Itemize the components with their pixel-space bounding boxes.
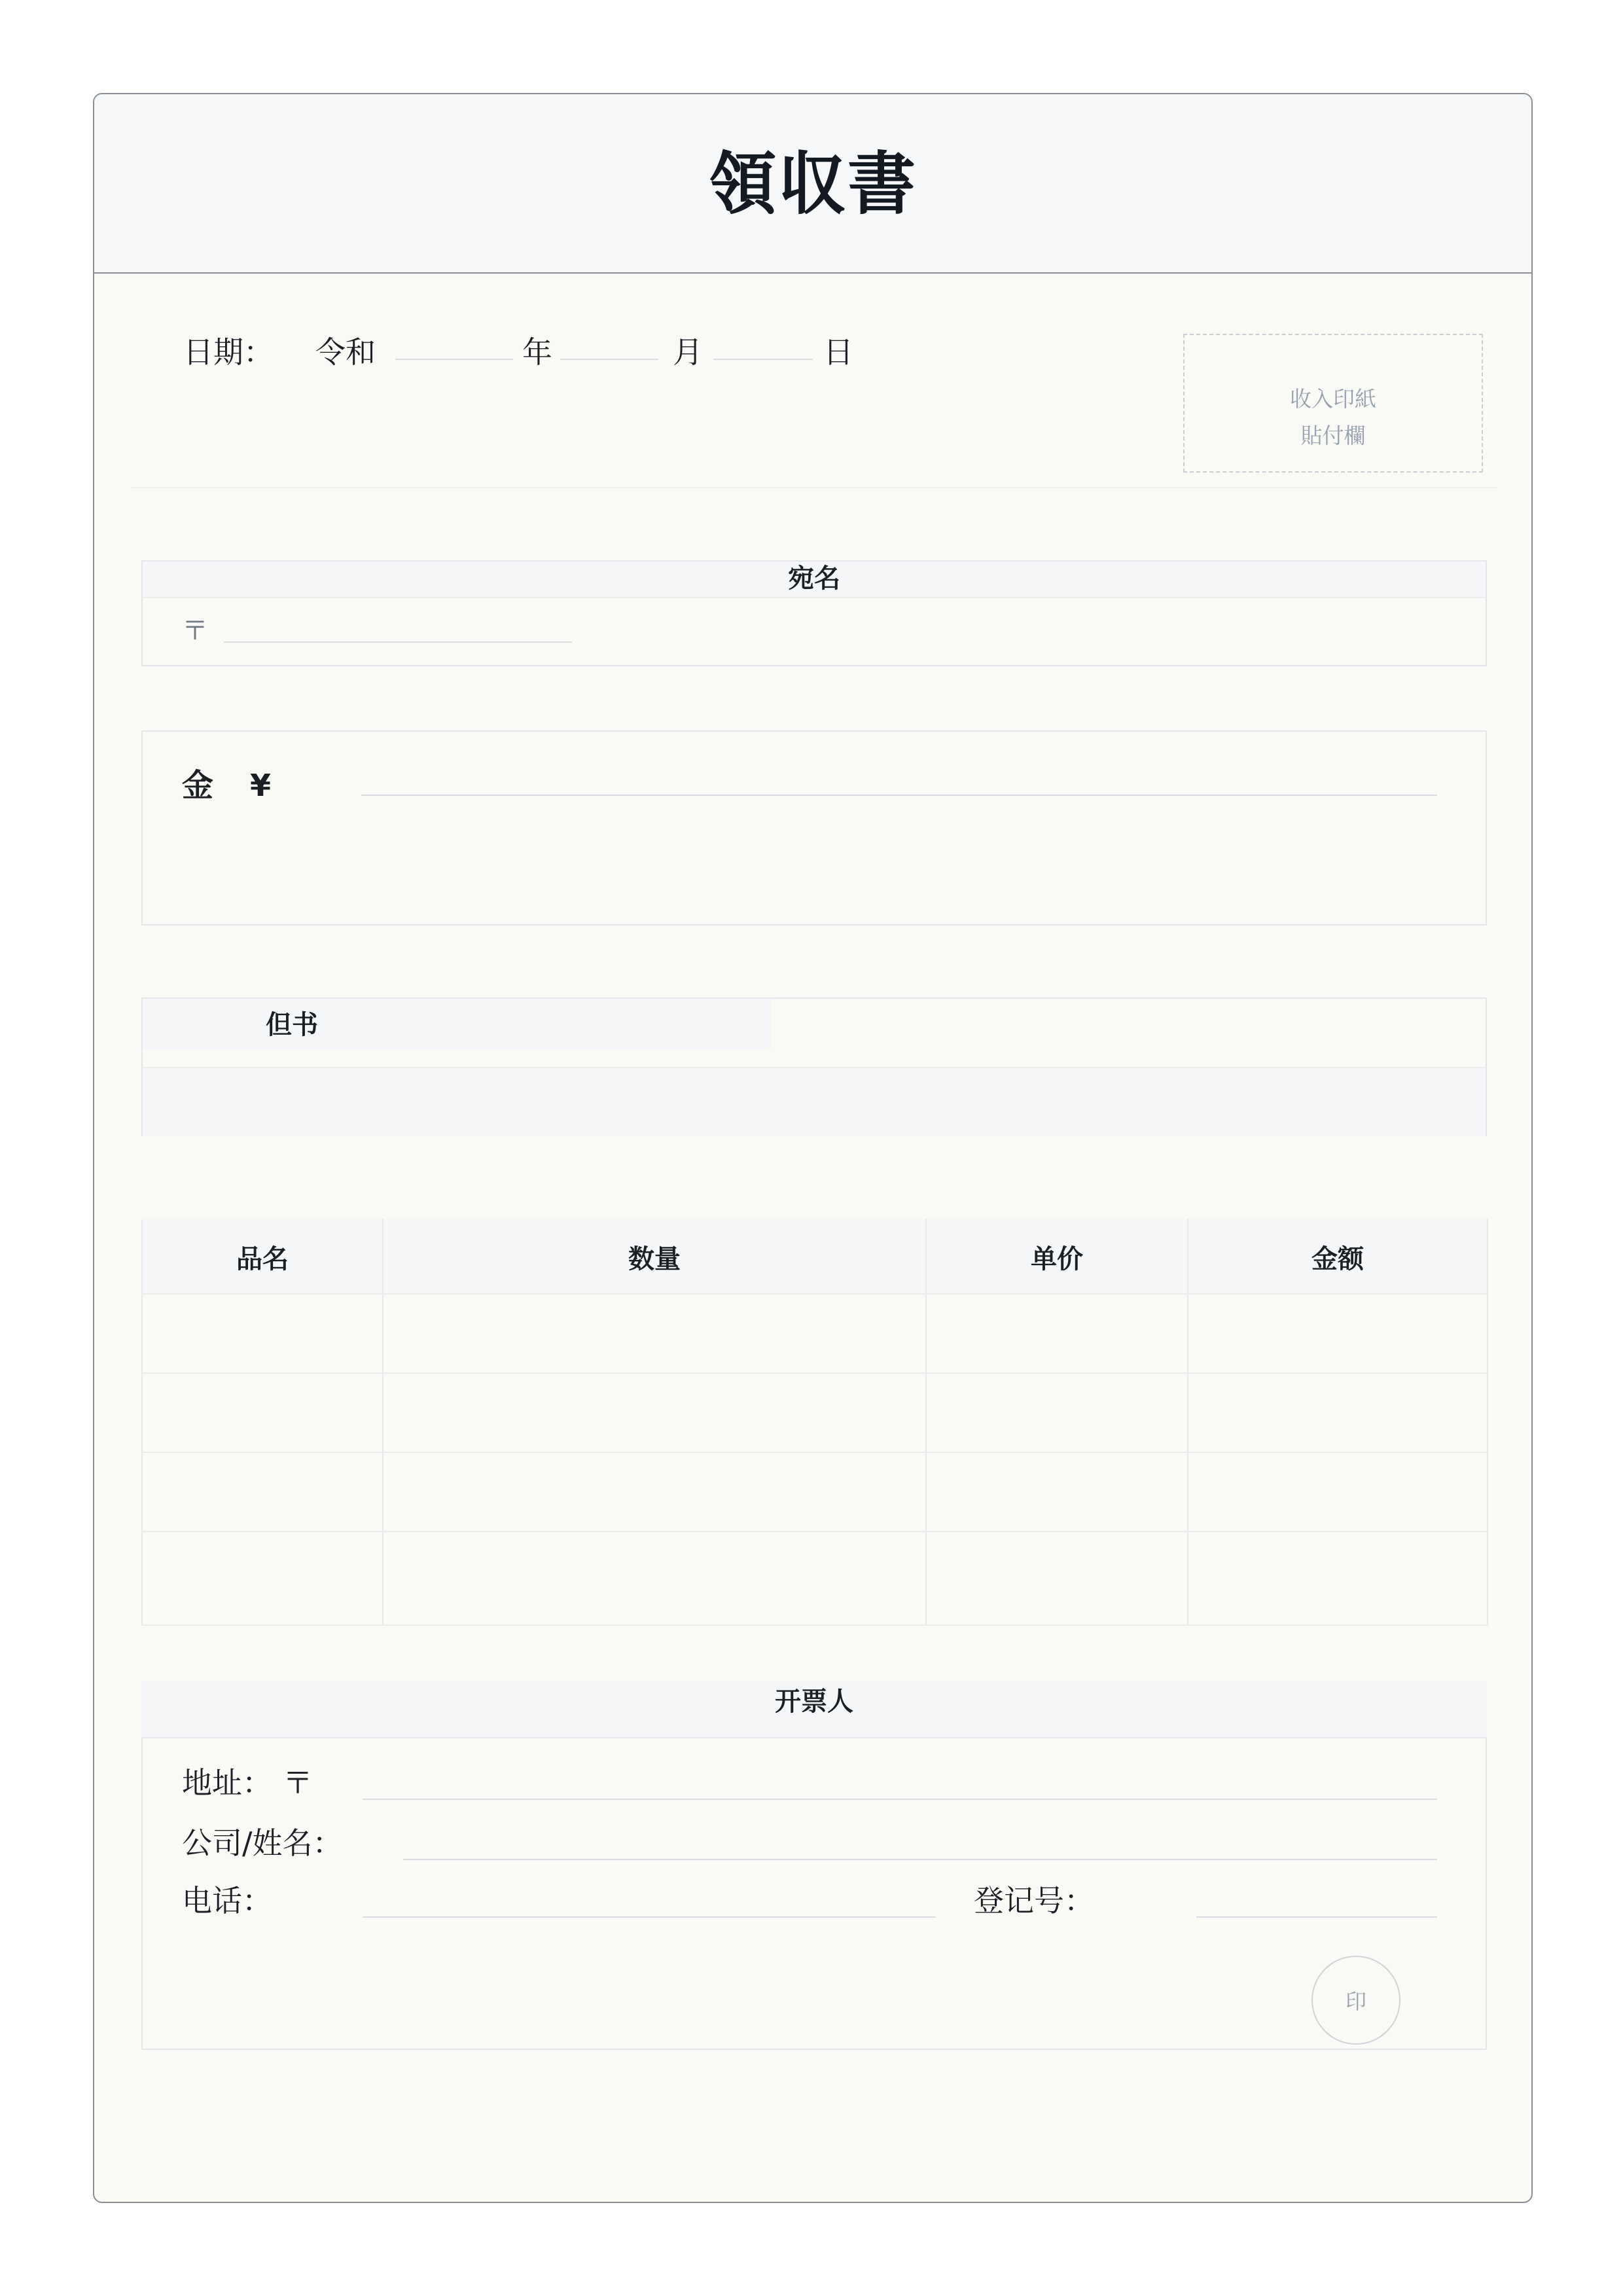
date-month-label: 月	[673, 334, 703, 370]
table-row	[142, 1532, 1488, 1625]
table-cell[interactable]	[383, 1294, 926, 1373]
date-label: 日期：	[183, 334, 274, 370]
company-label: 公司/姓名：	[182, 1825, 343, 1861]
table-cell[interactable]	[383, 1452, 926, 1532]
date-era: 令和	[315, 334, 376, 370]
proviso-box	[141, 997, 1487, 1136]
table-cell[interactable]	[926, 1373, 1188, 1452]
address-blank[interactable]	[363, 1799, 1437, 1800]
revenue-stamp-box	[1183, 334, 1483, 473]
table-cell[interactable]	[383, 1373, 926, 1452]
date-year-label: 年	[522, 334, 552, 370]
table-row	[142, 1294, 1488, 1373]
address-label: 地址：	[182, 1765, 272, 1801]
table-cell[interactable]	[1188, 1294, 1488, 1373]
recipient-header: 宛名	[788, 564, 840, 594]
items-table	[141, 1219, 1488, 1626]
amount-box	[141, 730, 1487, 925]
table-cell[interactable]	[926, 1532, 1188, 1625]
stamp-line-1: 收入印紙	[1290, 386, 1376, 412]
proviso-input-area[interactable]	[143, 1067, 1486, 1136]
date-day-label: 日	[823, 334, 853, 370]
registration-blank[interactable]	[1196, 1916, 1437, 1918]
receipt-header	[94, 94, 1531, 274]
proviso-header: 但书	[266, 1010, 318, 1040]
company-blank[interactable]	[403, 1859, 1437, 1860]
page-title: 領収書	[708, 144, 917, 224]
table-row	[142, 1452, 1488, 1532]
column-header-unit-price: 单价	[926, 1219, 1188, 1294]
amount-label: 金	[182, 767, 214, 804]
postal-mark-icon: 〒	[182, 616, 208, 646]
table-cell[interactable]	[1188, 1532, 1488, 1625]
column-header-quantity: 数量	[383, 1219, 926, 1294]
table-cell[interactable]	[926, 1294, 1188, 1373]
table-cell[interactable]	[142, 1294, 383, 1373]
day-blank[interactable]	[713, 359, 813, 360]
phone-label: 电话：	[182, 1883, 272, 1918]
currency-icon: ¥	[250, 768, 272, 803]
table-cell[interactable]	[1188, 1452, 1488, 1532]
stamp-line-2: 貼付欄	[1300, 423, 1366, 448]
table-cell[interactable]	[142, 1373, 383, 1452]
proviso-header-strip	[143, 999, 771, 1050]
column-header-amount: 金额	[1188, 1219, 1488, 1294]
month-blank[interactable]	[560, 359, 658, 360]
issuer-box	[141, 1737, 1487, 2050]
table-cell[interactable]	[142, 1532, 383, 1625]
receipt-card	[93, 93, 1533, 2203]
postal-mark-icon: 〒	[283, 1765, 313, 1801]
column-header-item: 品名	[142, 1219, 383, 1294]
table-cell[interactable]	[383, 1532, 926, 1625]
registration-label: 登记号：	[974, 1883, 1094, 1918]
recipient-box	[141, 560, 1487, 666]
seal-circle[interactable]: 印	[1311, 1956, 1400, 2045]
amount-blank[interactable]	[361, 795, 1437, 796]
phone-blank[interactable]	[363, 1916, 936, 1918]
table-cell[interactable]	[142, 1452, 383, 1532]
table-cell[interactable]	[926, 1452, 1188, 1532]
header-divider	[131, 487, 1497, 488]
year-blank[interactable]	[395, 359, 513, 360]
recipient-name-blank[interactable]	[224, 641, 572, 643]
table-row	[142, 1373, 1488, 1452]
issuer-header: 开票人	[775, 1687, 853, 1717]
items-table-header-row	[142, 1219, 1488, 1294]
table-cell[interactable]	[1188, 1373, 1488, 1452]
